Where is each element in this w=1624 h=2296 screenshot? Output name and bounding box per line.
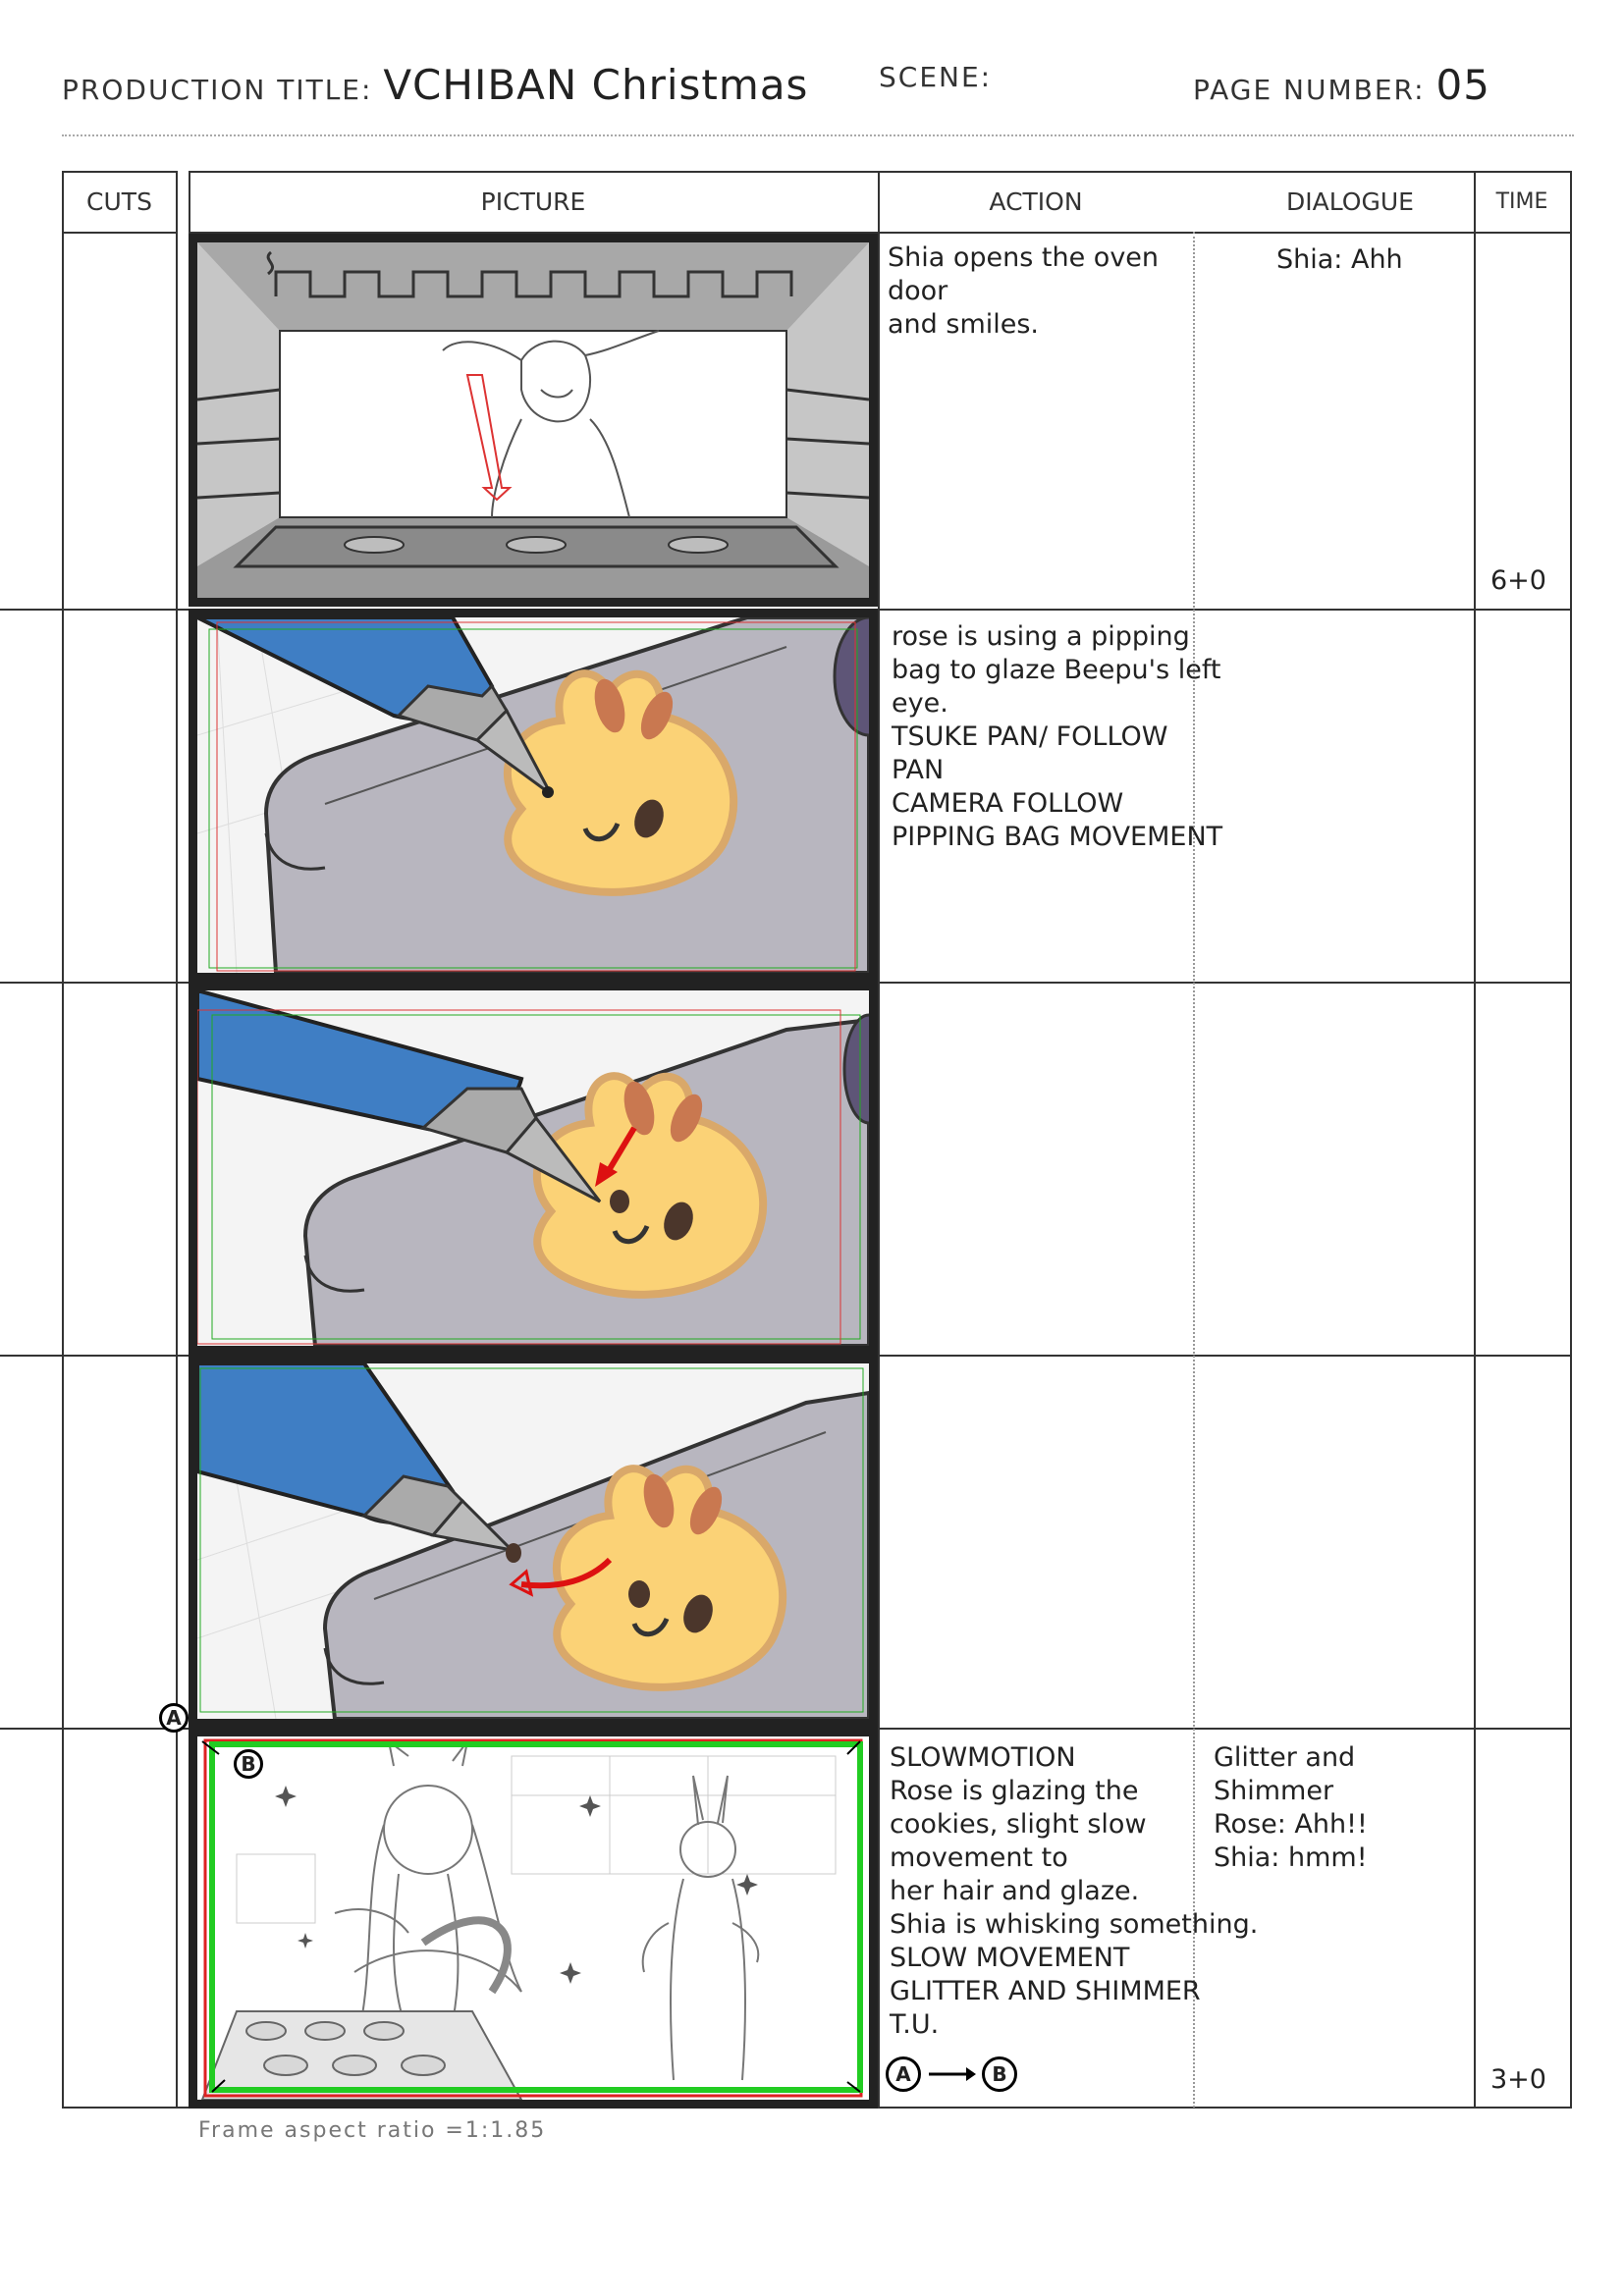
row1-dialogue: Shia: Ahh	[1276, 244, 1403, 275]
col-header-action: ACTION	[989, 187, 1083, 216]
grid-line	[176, 171, 178, 2109]
page-number-value: 05	[1435, 61, 1490, 109]
row1-time: 6+0	[1490, 565, 1546, 596]
row5-dialogue: Glitter and Shimmer Rose: Ahh!! Shia: hmm!	[1214, 1742, 1368, 1873]
production-title-label: PRODUCTION TITLE:	[62, 74, 373, 106]
row5-action: SLOWMOTION Rose is glazing the cookies, slight slow movement to her hair and glaze. Shia is whisking something. SLOW MOVEMENT GLITTER AND SHIMMER T.U.	[890, 1742, 1259, 2040]
page-number	[1193, 61, 1490, 109]
panel-rose-shia	[189, 1728, 878, 2109]
transition-a-to-b	[886, 2056, 1017, 2092]
row2-action: rose is using a pipping bag to glaze Beepu's left eye. TSUKE PAN/ FOLLOW PAN CAMERA FOLLOW PIPPING BAG MOVEMENT	[892, 621, 1223, 852]
panel-piping-2	[189, 982, 878, 1355]
production-title	[62, 61, 808, 109]
oven-drawing	[197, 242, 869, 598]
header-divider	[62, 134, 1574, 136]
transition-b-circle	[982, 2056, 1017, 2092]
col-header-picture: PICTURE	[480, 187, 586, 216]
rose-shia-drawing	[197, 1736, 869, 2100]
piping-drawing-2	[197, 990, 869, 1346]
grid-line	[1474, 171, 1476, 2109]
panel-piping-1	[189, 609, 878, 982]
piping-drawing-3	[197, 1363, 869, 1719]
row1-action: Shia opens the oven door and smiles.	[888, 242, 1160, 340]
grid-line	[62, 232, 177, 234]
col-header-time: TIME	[1495, 188, 1548, 214]
transition-a-label: A	[895, 2062, 911, 2086]
panel-piping-3	[189, 1355, 878, 1728]
grid-line	[62, 171, 64, 2109]
grid-line	[878, 171, 880, 2109]
row5-time: 3+0	[1490, 2064, 1546, 2095]
page-number-label: PAGE NUMBER:	[1193, 74, 1426, 106]
marker-b-label: B	[241, 1752, 256, 1776]
panel-oven	[189, 234, 878, 607]
marker-a-label: A	[166, 1706, 182, 1730]
transition-b-label: B	[992, 2062, 1007, 2086]
arrow-right-icon	[927, 2064, 976, 2084]
piping-drawing-1	[197, 617, 869, 973]
marker-a-circle	[159, 1703, 189, 1733]
marker-b-circle	[234, 1749, 263, 1779]
grid-line	[1570, 171, 1572, 2109]
transition-a-circle	[886, 2056, 921, 2092]
col-header-cuts: CUTS	[86, 187, 152, 216]
frame-aspect-ratio-note: Frame aspect ratio =1:1.85	[198, 2118, 547, 2143]
col-header-dialogue: DIALOGUE	[1286, 187, 1414, 216]
production-title-value: VCHIBAN Christmas	[383, 61, 809, 109]
scene-label: SCENE:	[879, 61, 993, 93]
